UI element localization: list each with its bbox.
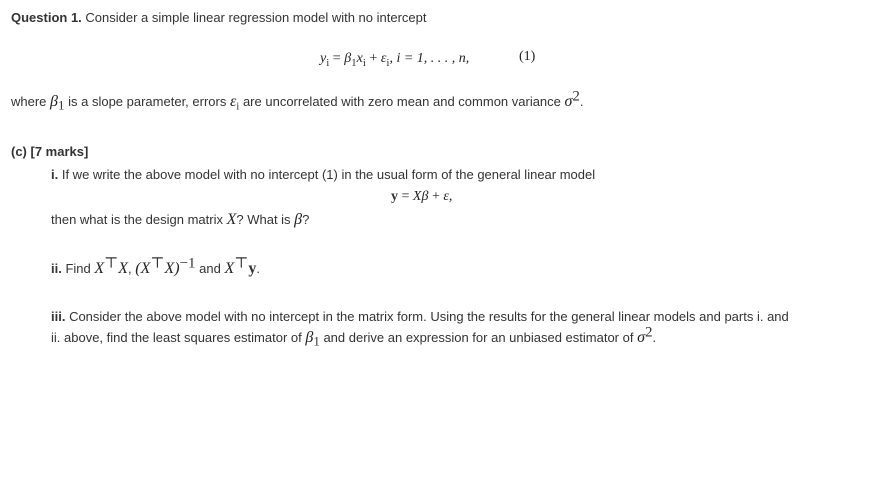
question-intro: Consider a simple linear regression model with no intercept xyxy=(85,10,427,25)
where-sigma-sup: 2 xyxy=(572,88,580,105)
part-ii-and: and xyxy=(195,261,225,276)
where-sigma: σ xyxy=(564,93,573,110)
part-ii-text xyxy=(51,255,260,278)
part-i-X: X xyxy=(226,211,237,228)
part-iii-label: iii. xyxy=(51,309,66,324)
part-i-q1: then what is the design matrix xyxy=(51,212,227,227)
part-ii-T1: ⊤ xyxy=(104,255,119,272)
part-iii-beta: β xyxy=(305,329,314,346)
part-ii-inverse: −1 xyxy=(179,255,196,272)
part-ii-X3: X xyxy=(224,260,235,277)
part-i-q3: ? xyxy=(302,212,310,227)
part-ii-X2: X xyxy=(118,260,129,277)
part-iii-sigma-sup: 2 xyxy=(644,324,653,341)
part-iii-end: . xyxy=(652,330,657,345)
where-text-4: . xyxy=(579,94,584,109)
eq-x: x xyxy=(356,51,363,66)
part-ii-find: Find xyxy=(61,261,95,276)
part-i-label: i. xyxy=(51,167,59,182)
part-iii-text-2b: and derive an expression for an unbiased estimator of xyxy=(319,330,638,345)
part-c-label: (c) [7 marks] xyxy=(11,144,89,159)
where-eps-sub: i xyxy=(236,100,240,113)
part-ii-T2: ⊤ xyxy=(150,255,165,272)
glm-plus: + xyxy=(428,189,444,204)
part-i-text xyxy=(51,167,595,182)
eq-plus: + xyxy=(365,51,381,66)
eq-x-sub: i xyxy=(362,56,366,69)
where-text-2: is a slope parameter, errors xyxy=(64,94,230,109)
question-label: Question 1. xyxy=(11,10,82,25)
part-ii-comma: , xyxy=(128,261,136,276)
glm-comma: , xyxy=(448,189,453,204)
eq-eps-sub: i xyxy=(386,56,390,69)
eq-eps: ε xyxy=(380,51,387,66)
part-iii-text-1: Consider the above model with no intercept in the matrix form. Using the results for the general linear models and parts i. and xyxy=(65,309,789,324)
part-i-beta: β xyxy=(294,211,303,228)
glm-y: y xyxy=(391,189,398,204)
part-iii-line-2 xyxy=(51,324,657,349)
glm-eps: ε xyxy=(443,189,449,204)
eq-beta: β xyxy=(344,51,352,66)
part-ii-open: (X xyxy=(135,260,151,277)
eq-range: , i = 1, . . . , n, xyxy=(389,51,470,66)
where-text-3: are uncorrelated with zero mean and common variance xyxy=(239,94,565,109)
eq-beta-sub: 1 xyxy=(351,56,357,69)
eq-y: y xyxy=(320,51,327,66)
where-text-1: where xyxy=(11,94,51,109)
part-iii-beta-sub: 1 xyxy=(313,333,320,349)
general-linear-model-equation xyxy=(391,187,452,205)
part-i-question xyxy=(51,211,309,229)
eq-y-sub: i xyxy=(326,56,330,69)
part-ii-y: y xyxy=(248,260,257,277)
part-iii-text-2a: ii. above, find the least squares estimator of xyxy=(51,330,306,345)
model-equation xyxy=(320,49,469,67)
part-iii-line-1 xyxy=(51,309,789,324)
glm-xbeta: Xβ xyxy=(412,189,429,204)
part-i-q2: ? What is xyxy=(236,212,295,227)
part-ii-T3: ⊤ xyxy=(234,255,249,272)
glm-equals: = xyxy=(398,189,413,204)
where-eps: ε xyxy=(229,93,237,110)
equation-tag: (1) xyxy=(519,49,536,64)
part-iii-sigma: σ xyxy=(637,329,645,346)
part-ii-X1: X xyxy=(94,260,105,277)
part-ii-close: X) xyxy=(164,260,180,277)
where-line xyxy=(11,88,584,113)
eq-equals: = xyxy=(329,51,345,66)
part-ii-label: ii. xyxy=(51,261,62,276)
where-beta: β xyxy=(50,93,58,110)
where-beta-sub: 1 xyxy=(58,97,65,113)
part-ii-end: . xyxy=(256,261,260,276)
question-heading xyxy=(11,10,426,25)
part-i-body: If we write the above model with no intercept (1) in the usual form of the general linear model xyxy=(58,167,596,182)
